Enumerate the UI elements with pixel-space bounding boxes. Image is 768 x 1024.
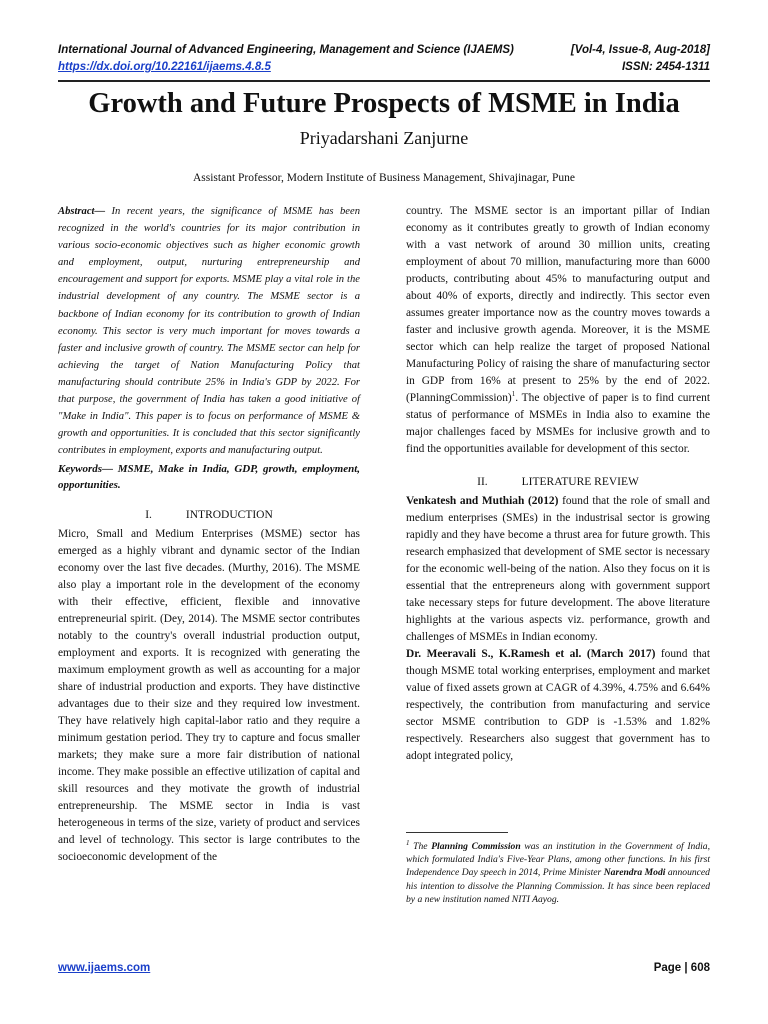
- intro-cont-text-2: . The objective of paper is to find current status of performance of MSMEs in India also to examine the major challenges faced by MSMEs for inclusive growth and to find the opportunities available for development of this sector.: [406, 392, 710, 455]
- abstract-lead: Abstract—: [58, 206, 106, 217]
- section-title: LITERATURE REVIEW: [521, 476, 639, 488]
- keywords: Keywords— MSME, Make in India, GDP, growth, employment, opportunities.: [58, 463, 360, 492]
- section-title: INTRODUCTION: [185, 509, 273, 522]
- right-column: [406, 203, 710, 765]
- literature-text: found that the role of small and medium enterprises (SMEs) in the industrisal sector is growing rapidly and they have become a thrust area for future growth. This research emphasized that development of SME sector is necessary for the economic well-being of the nation. Also they focus on it is essential that the entrepreneurs along with government support take necessary steps for future development. The above literature highlights at the various aspects viz. performance, growth and challenges of MSMEs in Indian economy.: [406, 495, 711, 643]
- left-column: [58, 203, 360, 866]
- footnote-bold: Planning Commission: [431, 841, 521, 852]
- journal-url-link[interactable]: www.ijaems.com: [58, 962, 151, 974]
- page-footer: [58, 962, 710, 974]
- section-heading-introduction: [58, 507, 360, 524]
- footnote-rule: [406, 832, 508, 833]
- reference-author: Dr. Meeravali S., K.Ramesh et al. (March 2017): [406, 648, 656, 660]
- abstract-text: In recent years, the significance of MSME has been recognized in the world's countries for its major contribution in various socio-economic objectives such as higher economic growth and employment, output, nurturing entrepreneurship and encouragement and support for exports. MSME play a vital role in the industrial development of any country. The MSME sector is a backbone of Indian economy for its contribution to growth of Indian economy. This sector is very much important for moves towards a faster and inclusive growth of country. The MSME sector can help for achieving the target of Nation Manufacturing Policy that manufacturing should contribute 25% in India's GDP by 2022. For that purpose, the government of India has taken a good initiative of "Make in India". This paper is to focus on performance of MSME & growth and opportunities. It is concluded that this sector significantly contributes in employment, exports and manufacturing output.: [58, 206, 360, 457]
- footnote-marker[interactable]: 1: [511, 390, 516, 399]
- page-number: Page | 608: [653, 962, 710, 974]
- introduction-paragraph: Micro, Small and Medium Enterprises (MSME) sector has emerged as a highly vibrant and dynamic sector of the Indian economy over the last five decades. (Murthy, 2016). The MSME also play a important role in the development of the economy with their effective, efficient, flexible and innovative entrepreneurial spirit. (Dey, 2014). The MSME sector contributes notably to the country's overall industrial production output, employment and exports. It is recognized with generating the maximum employment growth as well as accounting for a major share of industrial production and exports. They have distinctive advantages due to their size and they required low investment. They have relatively high capital-labor ratio and they require a minimum gestation period. They try to capture and focus smaller markets; they make sure a more fair distribution of national income. They make possible an effective utilization of capital and skill resources and they motivate the growth of industrial entrepreneurship. The MSME sector in India is vast heterogeneous in terms of the size, variety of product and services and level of technology. This sector is large contributes to the socioeconomic development of the: [58, 528, 360, 864]
- intro-cont-text: country. The MSME sector is an important pillar of Indian economy as it contributes greatly to growth of Indian economy with a vast network of around 30 million units, creating employment of about 70 million, manufacturing more than 6000 products, contributing about 45% to manufacturing output and about 40% of exports, directly and indirectly. This sector even assumes greater importance now as the country moves towards a faster and inclusive growth agenda. Moreover, it is the MSME sector which can help realize the target of proposed National Manufacturing Policy of raising the share of manufacturing sector in GDP from 16% at present to 25% by the end of 2022. (PlanningCommission): [406, 205, 710, 404]
- issn: ISSN: 2454-1311: [621, 61, 710, 73]
- header-rule: [58, 80, 710, 82]
- footnote-text: The: [409, 841, 432, 852]
- footnote-text: announced his intention to dissolve the Planning Commission. It has since been replaced by a new institution named NITI Aayog.: [406, 867, 710, 905]
- footnote-bold: Narendra Modi: [603, 867, 666, 879]
- section-number: I.: [145, 509, 152, 522]
- literature-paragraph-2: [406, 646, 710, 765]
- section-heading-literature-review: [406, 474, 710, 491]
- section-number: II.: [477, 476, 488, 488]
- abstract: [58, 203, 360, 459]
- literature-text: found that though MSME total working enterprises, employment and market value of fixed assets grown at CAGR of 4.39%, 4.75% and 6.64% respectively, the contribution from manufacturing and service sector MSME contribution to GDP is -1.53% and 1.82% respectively. Researchers also suggest that government has to adopt integrated policy,: [406, 648, 710, 762]
- journal-name: International Journal of Advanced Engineering, Management and Science (IJAEMS): [58, 44, 514, 56]
- author-name: Priyadarshani Zanjurne: [299, 128, 469, 148]
- paper-title: Growth and Future Prospects of MSME in India: [88, 88, 680, 119]
- footnote: [406, 840, 710, 906]
- introduction-continued: [406, 203, 710, 458]
- footnote-text: was an institution in the Government of India, which formulated India's Five-Year Plans, among other functions. In his first Independence Day speech in 2014, Prime Minister: [406, 841, 711, 879]
- author-affiliation: Assistant Professor, Modern Institute of Business Management, Shivajinagar, Pune: [192, 172, 576, 184]
- footnote-number: 1: [406, 838, 410, 847]
- reference-author: Venkatesh and Muthiah (2012): [406, 495, 559, 507]
- journal-header: [58, 42, 710, 76]
- issue-info: [Vol-4, Issue-8, Aug-2018]: [570, 44, 710, 56]
- literature-paragraph-1: [406, 493, 710, 646]
- doi-link[interactable]: https://dx.doi.org/10.22161/ijaems.4.8.5: [58, 61, 271, 73]
